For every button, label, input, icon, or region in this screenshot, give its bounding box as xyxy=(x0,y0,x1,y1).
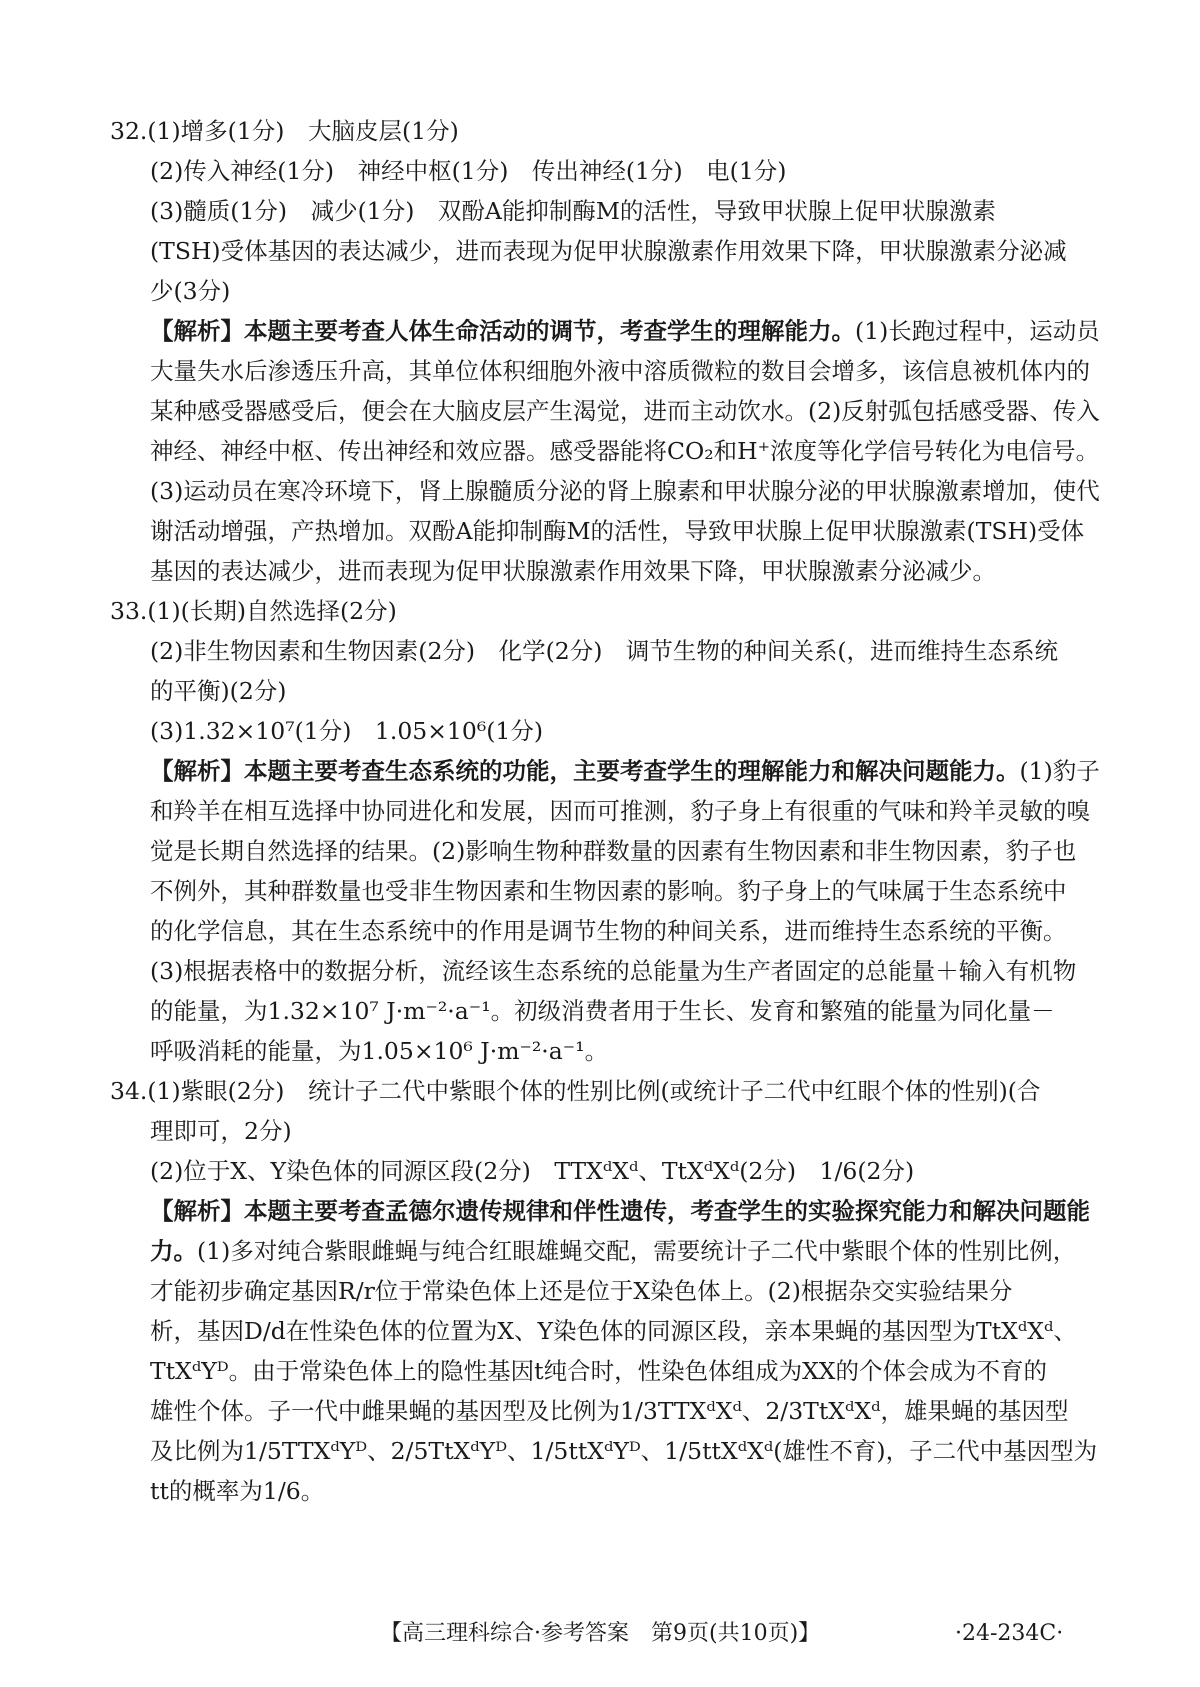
q33-analysis-line6: (3)根据表格中的数据分析，流经该生态系统的总能量为生产者固定的总能量＋输入有机物 xyxy=(150,957,1077,985)
q34-analysis-line3: 才能初步确定基因R/r位于常染色体上还是位于X染色体上。(2)根据杂交实验结果分 xyxy=(150,1277,1013,1305)
q34-analysis-line6: 雄性个体。子一代中雌果蝇的基因型及比例为1/3TTXᵈXᵈ、2/3TtXᵈXᵈ，雄果蝇的基因型 xyxy=(150,1397,1069,1425)
q32-part3-line3: 少(3分) xyxy=(150,277,231,305)
q32-part1: 32.(1)增多(1分) 大脑皮层(1分) xyxy=(110,117,459,145)
q32-analysis-line2: 大量失水后渗透压升高，其单位体积细胞外液中溶质微粒的数目会增多，该信息被机体内的 xyxy=(150,357,1090,385)
q32-analysis-line3: 某种感受器感受后，便会在大脑皮层产生渴觉，进而主动饮水。(2)反射弧包括感受器、传入 xyxy=(150,397,1100,425)
q33-part2-line1: (2)非生物因素和生物因素(2分) 化学(2分) 调节生物的种间关系(，进而维持生态系统 xyxy=(150,637,1059,665)
q34-analysis-line7: 及比例为1/5TTXᵈYᴰ、2/5TtXᵈYᴰ、1/5ttXᵈYᴰ、1/5ttXᵈXᵈ(雄性不育)，子二代中基因型为 xyxy=(150,1437,1098,1465)
q34-analysis-line5: TtXᵈYᴰ。由于常染色体上的隐性基因t纯合时，性染色体组成为XX的个体会成为不育的 xyxy=(150,1357,1048,1385)
q34-analysis-line2: 力。(1)多对纯合紫眼雌蝇与纯合红眼雄蝇交配，需要统计子二代中紫眼个体的性别比例， xyxy=(150,1237,1077,1265)
q33-analysis-line5: 的化学信息，其在生态系统中的作用是调节生物的种间关系，进而维持生态系统的平衡。 xyxy=(150,917,1067,945)
q32-analysis-line1: 【解析】本题主要考查人体生命活动的调节，考查学生的理解能力。(1)长跑过程中，运动员 xyxy=(150,317,1100,345)
q33-part3: (3)1.32×10⁷(1分) 1.05×10⁶(1分) xyxy=(150,717,544,745)
q34-analysis-line1: 【解析】本题主要考查孟德尔遗传规律和伴性遗传，考查学生的实验探究能力和解决问题能 xyxy=(150,1197,1090,1225)
q33-analysis-line3: 觉是长期自然选择的结果。(2)影响生物种群数量的因素有生物因素和非生物因素，豹子也 xyxy=(150,837,1077,865)
q33-analysis-line8: 呼吸消耗的能量，为1.05×10⁶ J·m⁻²·a⁻¹。 xyxy=(150,1037,609,1065)
q32-part3-line1: (3)髓质(1分) 减少(1分) 双酚A能抑制酶M的活性，导致甲状腺上促甲状腺激素 xyxy=(150,197,996,225)
q34-part1-line2: 理即可，2分) xyxy=(150,1117,292,1145)
q33-analysis-line1: 【解析】本题主要考查生态系统的功能，主要考查学生的理解能力和解决问题能力。(1)豹子 xyxy=(150,757,1100,785)
q32-part2: (2)传入神经(1分) 神经中枢(1分) 传出神经(1分) 电(1分) xyxy=(150,157,787,185)
q32-analysis-line6: 谢活动增强，产热增加。双酚A能抑制酶M的活性，导致甲状腺上促甲状腺激素(TSH)受体 xyxy=(150,517,1085,545)
q33-analysis-line7: 的能量，为1.32×10⁷ J·m⁻²·a⁻¹。初级消费者用于生长、发育和繁殖的能量为同化量－ xyxy=(150,997,1055,1025)
document-code: ·24-234C· xyxy=(955,1621,1064,1646)
q34-part1-line1: 34.(1)紫眼(2分) 统计子二代中紫眼个体的性别比例(或统计子二代中红眼个体的性别)(合 xyxy=(110,1077,1041,1105)
q32-analysis-line4: 神经、神经中枢、传出神经和效应器。感受器能将CO₂和H⁺浓度等化学信号转化为电信号。 xyxy=(150,437,1100,465)
q32-analysis-line5: (3)运动员在寒冷环境下，肾上腺髓质分泌的肾上腺素和甲状腺分泌的甲状腺激素增加，使代 xyxy=(150,477,1100,505)
q33-part1: 33.(1)(长期)自然选择(2分) xyxy=(110,597,397,625)
q33-part2-line2: 的平衡)(2分) xyxy=(150,677,287,705)
q33-analysis-line4: 不例外，其种群数量也受非生物因素和生物因素的影响。豹子身上的气味属于生态系统中 xyxy=(150,877,1067,905)
q32-analysis-line7: 基因的表达减少，进而表现为促甲状腺激素作用效果下降，甲状腺激素分泌减少。 xyxy=(150,557,996,585)
q32-part3-line2: (TSH)受体基因的表达减少，进而表现为促甲状腺激素作用效果下降，甲状腺激素分泌减 xyxy=(150,237,1067,265)
q34-part2: (2)位于X、Y染色体的同源区段(2分) TTXᵈXᵈ、TtXᵈXᵈ(2分) 1/6(2分) xyxy=(150,1157,915,1185)
q33-analysis-line2: 和羚羊在相互选择中协同进化和发展，因而可推测，豹子身上有很重的气味和羚羊灵敏的嗅 xyxy=(150,797,1090,825)
q34-analysis-line8: tt的概率为1/6。 xyxy=(150,1477,325,1505)
q34-analysis-line4: 析，基因D/d在性染色体的位置为X、Y染色体的同源区段，亲本果蝇的基因型为TtXᵈXᵈ、 xyxy=(150,1317,1077,1345)
page-footer: 【高三理科综合·参考答案 第9页(共10页)】 xyxy=(380,1621,821,1646)
